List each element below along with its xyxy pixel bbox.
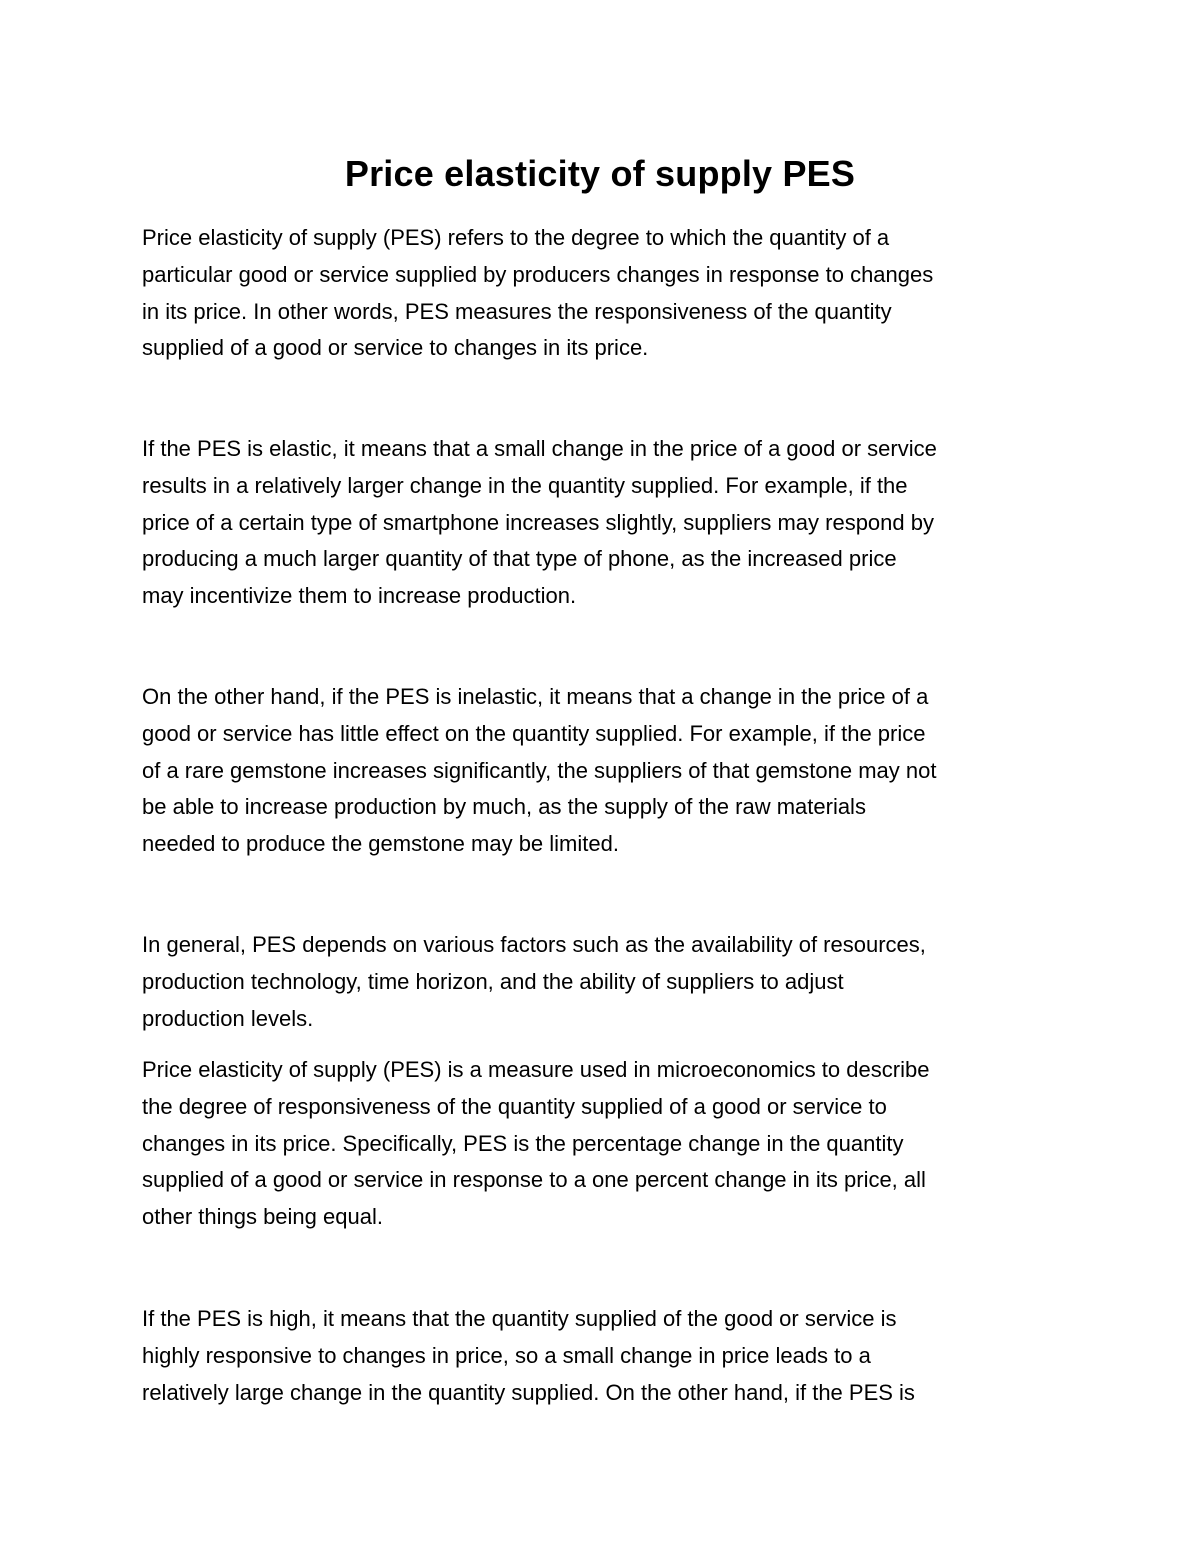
document-title: Price elasticity of supply PES: [344, 153, 856, 194]
paragraph-definition: Price elasticity of supply (PES) refers to the degree to which the quantity of a particular good or service supplied by producers changes in response to changes in its price. In other words, PES measures the responsiveness of the quantity supplied of a good or service to changes in its price.: [142, 225, 934, 361]
paragraph-inelastic: On the other hand, if the PES is inelastic, it means that a change in the price of a good or service has little effect on the quantity supplied. For example, if the price of a rare gemstone increases significantly, the suppliers of that gemstone may not be able to increase production by much, as the supply of the raw materials needed to produce the gemstone may be limited.: [142, 684, 937, 857]
paragraph-elastic: If the PES is elastic, it means that a small change in the price of a good or service results in a relatively larger change in the quantity supplied. For example, if the price of a certain type of smartphone increases slightly, suppliers may respond by producing a much larger quantity of that type of phone, as the increased price may incentivize them to increase production.: [142, 436, 937, 609]
paragraph-factors: In general, PES depends on various factors such as the availability of resources, production technology, time horizon, and the ability of suppliers to adjust production levels.: [142, 932, 926, 1031]
paragraph-high-pes: If the PES is high, it means that the quantity supplied of the good or service is highly responsive to changes in price, so a small change in price leads to a relatively large change in the quantity supplied. On the other hand, if the PES is: [142, 1306, 915, 1405]
paragraph-measure: Price elasticity of supply (PES) is a measure used in microeconomics to describe the degree of responsiveness of the quantity supplied of a good or service to changes in its price. Specifically, PES is the percentage change in the quantity supplied of a good or service in response to a one percent change in its price, all other things being equal.: [142, 1057, 930, 1230]
